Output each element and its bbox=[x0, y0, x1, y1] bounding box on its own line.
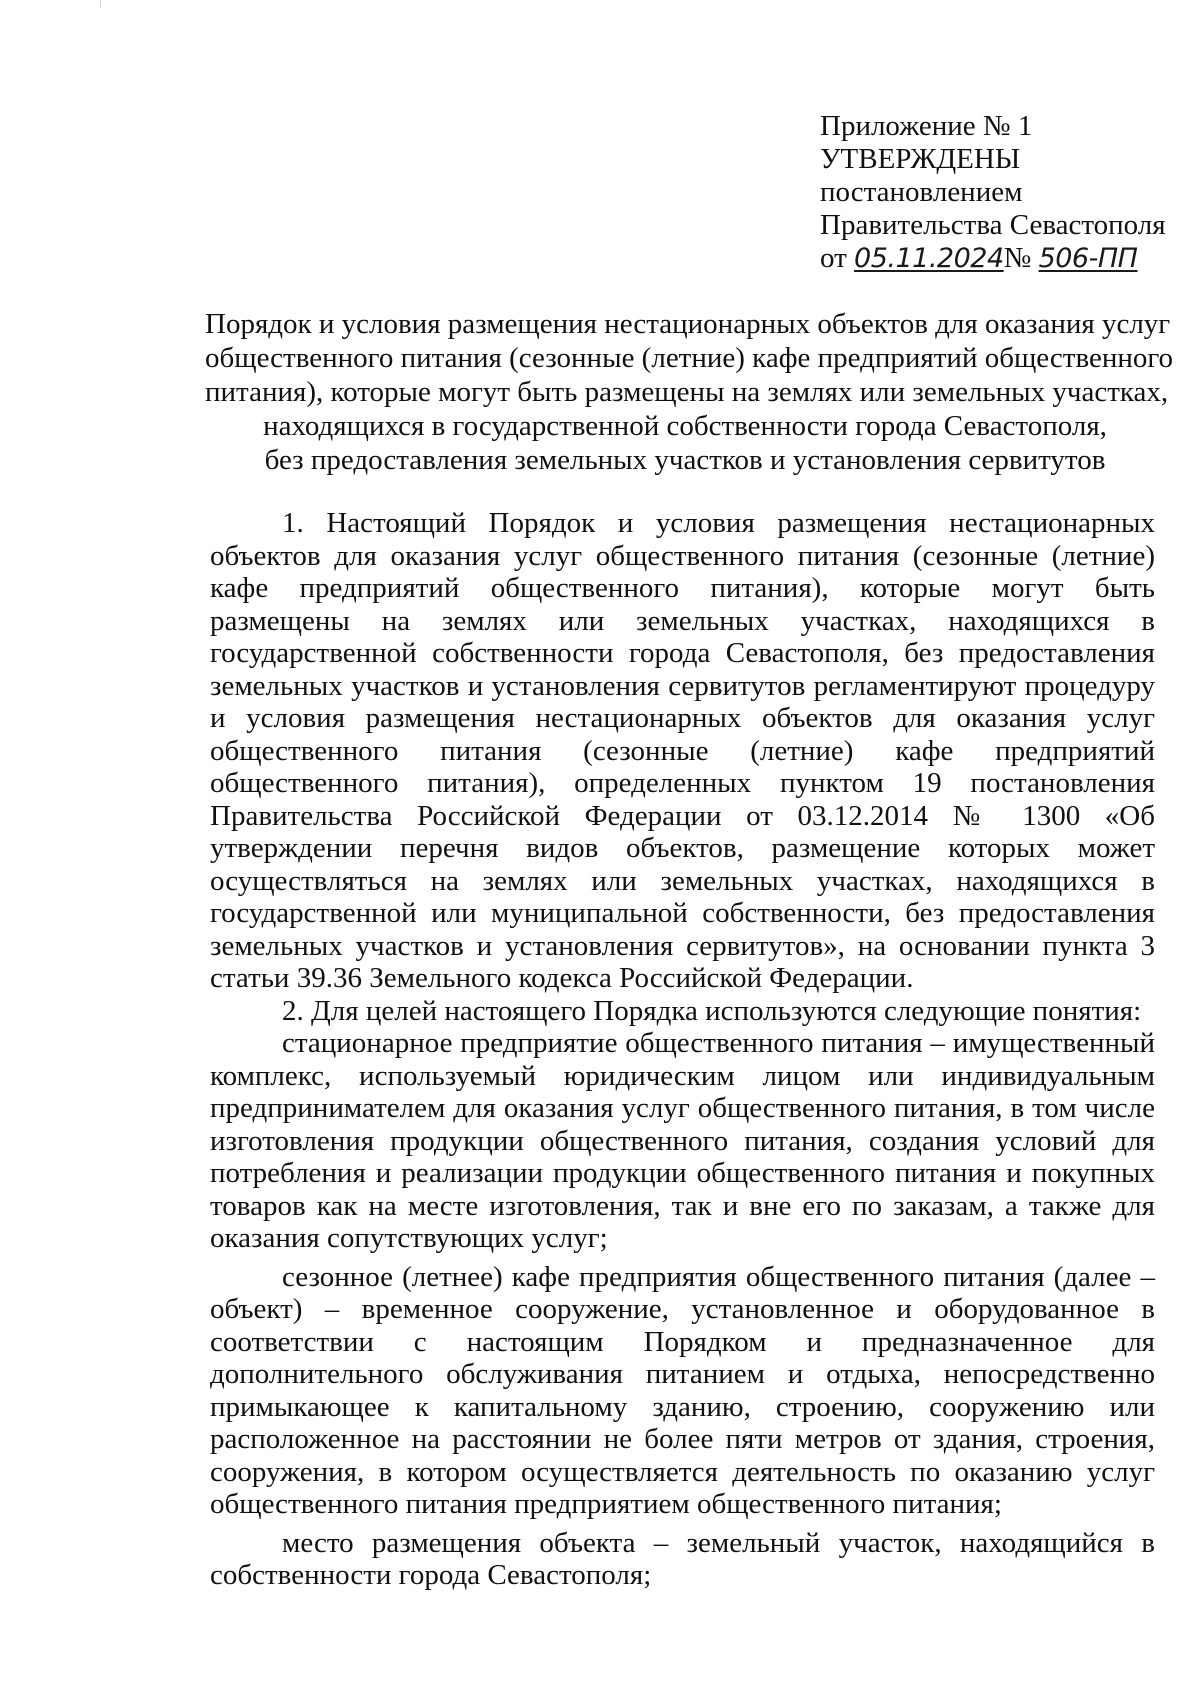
definition-placement: место размещения объекта – земельный участок, находящийся в собственности города Севастополя; bbox=[210, 1526, 1155, 1591]
document-title bbox=[205, 307, 1174, 477]
document-body bbox=[210, 507, 1155, 1592]
date-number-line bbox=[820, 242, 1180, 275]
title-line: находящихся в государственной собственности города Севастополя, bbox=[263, 410, 1107, 442]
handwritten-number: 506-ПП bbox=[1038, 243, 1138, 274]
title-line: Порядок и условия размещения нестационарных объектов для оказания услуг bbox=[205, 308, 1171, 340]
definition-seasonal-cafe: сезонное (летнее) кафе предприятия общественного питания (далее – объект) – временное сооружение, установленное и оборудованное в соответствии с настоящим Порядком и предназначенное для дополнительного обслуживания питанием и отдыха, непосредственно примыкающее к капитальному зданию, строению, сооружению или расположенное на расстоянии не более пяти метров от здания, строения, сооружения, в котором осуществляется деятельность по оказанию услуг общественного питания предприятием общественного питания; bbox=[210, 1260, 1155, 1520]
approved-label: УТВЕРЖДЕНЫ bbox=[820, 143, 1021, 175]
appendix-label: Приложение № 1 bbox=[820, 110, 1033, 142]
title-line: без предоставления земельных участков и установления сервитутов bbox=[264, 444, 1106, 476]
title-line: питания), которые могут быть размещены на землях или земельных участках, bbox=[205, 376, 1169, 408]
definition-stationary: стационарное предприятие общественного питания – имущественный комплекс, используемый юридическим лицом или индивидуальным предпринимателем для оказания услуг общественного питания, в том числе изготовления продукции общественного питания, создания условий для потребления и реализации продукции общественного питания и покупных товаров как на месте изготовления, так и вне его по заказам, а также для оказания сопутствующих услуг; bbox=[210, 1027, 1155, 1254]
government-label: Правительства Севастополя bbox=[820, 209, 1166, 241]
resolution-label: постановлением bbox=[820, 176, 1023, 208]
title-line: общественного питания (сезонные (летние) кафе предприятий общественного bbox=[205, 342, 1174, 374]
scan-mark bbox=[100, 0, 101, 8]
approval-block bbox=[820, 110, 1180, 275]
date-prefix: от bbox=[820, 242, 847, 274]
number-prefix: № bbox=[1003, 242, 1032, 274]
paragraph-1: 1. Настоящий Порядок и условия размещения нестационарных объектов для оказания услуг общественного питания (сезонные (летние) кафе предприятий общественного питания), которые могут быть размещены на землях или земельных участках, находящихся в государственной собственности города Севастополя, без предоставления земельных участков и установления сервитутов регламентируют процедуру и условия размещения нестационарных объектов для оказания услуг общественного питания (сезонные (летние) кафе предприятий общественного питания), определенных пунктом 19 постановления Правительства Российской Федерации от 03.12.2014 № 1300 «Об утверждении перечня видов объектов, размещение которых может осуществляться на землях или земельных участках, находящихся в государственной или муниципальной собственности, без предоставления земельных участков и установления сервитутов», на основании пункта 3 статьи 39.36 Земельного кодекса Российской Федерации. bbox=[210, 507, 1155, 994]
handwritten-date: 05.11.2024 bbox=[854, 243, 1004, 274]
paragraph-2: 2. Для целей настоящего Порядка используются следующие понятия: bbox=[282, 994, 1142, 1027]
